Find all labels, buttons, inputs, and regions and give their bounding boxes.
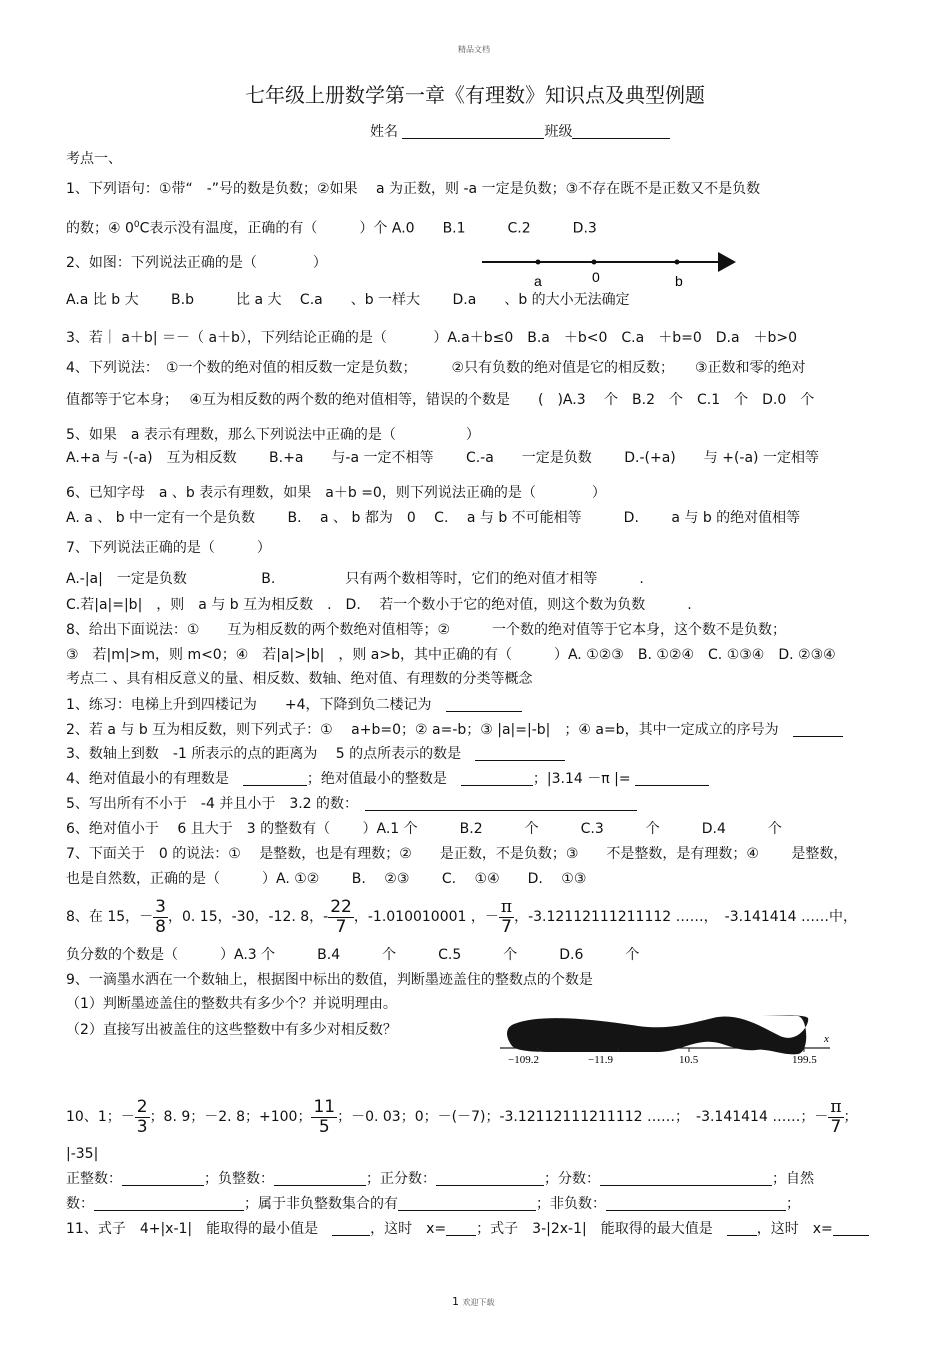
label-fractions: ；分数： (544, 1171, 600, 1187)
p8-text-d: ，-3.12112111211112 ……， -3.141414 ……中， (514, 909, 857, 925)
q2-text: 2、如图：下列说法正确的是（ ） (66, 255, 327, 271)
p10-fraction-2 (311, 1098, 337, 1137)
p9-text: 9、一滴墨水洒在一个数轴上，根据图中标出的数值，判断墨迹盖住的整数点的个数是 (66, 972, 593, 988)
ink-label-1: −109.2 (508, 1054, 539, 1066)
point-a (536, 260, 541, 265)
blank-positive-integers[interactable] (122, 1171, 204, 1186)
p10-f2-den: 5 (318, 1116, 330, 1137)
footer-note: 欢迎下载 (462, 1298, 495, 1307)
p11-line (66, 1220, 869, 1238)
p1-blank[interactable] (446, 697, 522, 712)
p10-abs: |-35| (66, 1146, 99, 1162)
p8-fraction-1 (153, 898, 168, 937)
p9-sub1: （1）判断墨迹盖住的整数共有多少个？并说明理由。 (66, 996, 397, 1012)
p10-f3-num: π (830, 1096, 842, 1117)
blank-nonnegative-integers[interactable] (398, 1196, 536, 1211)
q1-text-c: C表示没有温度，正确的有（ ）个 A.0 B.1 C.2 D.3 (139, 220, 597, 237)
class-blank[interactable] (572, 124, 670, 139)
p4-line (66, 770, 709, 788)
p11-text-c: ；式子 3-|2x-1| 能取得的最大值是 (476, 1221, 713, 1237)
p10-f3-den: 7 (830, 1116, 842, 1137)
label-numbers: 数： (66, 1196, 94, 1212)
p8-f3-den: 7 (501, 916, 512, 937)
name-blank[interactable] (402, 124, 544, 139)
p3-blank[interactable] (475, 746, 565, 761)
p8-fraction-3 (499, 898, 514, 937)
p10-answer-line-2: 数： ；属于非负整数集合的有 ；非负数： ； (66, 1196, 800, 1212)
label-nonnegative-numbers: ；非负数： (536, 1196, 606, 1212)
p6-text: 6、绝对值小于 6 且大于 3 的整数有（ ）A.1 个 B.2 个 C.3 个 D.4 个 (66, 821, 782, 837)
number-line-arrow (718, 252, 736, 272)
p11-blank-2[interactable] (446, 1221, 476, 1236)
name-label: 姓名 (370, 124, 398, 140)
p8-text-b: ，0. 15，-30，-12. 8，- (168, 909, 329, 925)
ink-label-2: −11.9 (588, 1054, 614, 1066)
q8-line-a: 8、给出下面说法：① 互为相反数的两个数绝对值相等；② 一个数的绝对值等于它本身，这个数不是负数； (66, 622, 787, 638)
p11-blank-1[interactable] (332, 1221, 370, 1236)
p2-text: 2、若 a 与 b 互为相反数，则下列式子：① a+b=0；② a=-b；③ |a|=|-b| ；④ a=b，其中一定成立的序号为 (66, 722, 779, 738)
label-positive-fractions: ；正分数： (366, 1171, 436, 1187)
label-a: a (534, 273, 542, 289)
p8-f3-num: π (500, 896, 513, 917)
p2-line (66, 721, 843, 739)
p10-fraction-3 (828, 1098, 843, 1137)
p9-sub2: （2）直接写出被盖住的这些整数中有多少对相反数？ (66, 1022, 397, 1038)
p8-f1-num: 3 (155, 896, 166, 917)
point-zero (592, 260, 597, 265)
q1-degree-sup: 0 (133, 220, 140, 230)
q8-line-b: ③ 若|m|>m，则 m<0；④ 若|a|>|b| ，则 a>b，其中正确的有（ ）A. ①②③ B. ①②④ C. ①③④ D. ②③④ (66, 647, 836, 663)
p8-f1-den: 8 (155, 916, 166, 937)
q1-line-b (66, 216, 597, 238)
p8-fraction-2 (328, 898, 354, 937)
p1-text: 1、练习：电梯上升到四楼记为 +4，下降到负二楼记为 (66, 697, 432, 713)
footer (452, 1295, 495, 1308)
ink-label-3: 10.5 (679, 1054, 699, 1066)
label-negative-integers: ；负整数： (204, 1171, 274, 1187)
p10-line: 10、1；－ $\frac{2}{3}$ ；8. 9；－2. 8；+100； $\frac{11}{5}$ ；－0. 03；0；－(－7)；-3.12112111211112 ……； -3.141414 ……；－ $\frac{\pi}{7}$ ； (66, 1096, 858, 1137)
p4-blank-2[interactable] (461, 771, 533, 786)
p11-blank-3[interactable] (727, 1221, 757, 1236)
p8-f2-num: 22 (330, 896, 352, 917)
p4-blank-1[interactable] (243, 771, 307, 786)
blank-natural-numbers[interactable] (94, 1196, 244, 1211)
q1-text-b: 的数；④ 0 (66, 220, 134, 237)
p4-blank-3[interactable] (635, 771, 709, 786)
p8-text-c: ，-1.010010001 ， (353, 909, 485, 925)
p4-text-b: ；绝对值最小的整数是 (306, 771, 447, 787)
p10-text-c: ；－0. 03；0；－(－7)；-3.12112111211112 ……； -3.141414 ……； (337, 1109, 815, 1125)
q5-text: 5、如果 a 表示有理数，那么下列说法中正确的是（ ） (66, 427, 480, 443)
p5-line (66, 795, 637, 813)
p4-text-c: ；|3.14 －π |= (532, 771, 636, 787)
q2-options: A.a 比 b 大 B.b 比 a 大 C.a 、b 一样大 D.a 、b 的大小无法确定 (66, 292, 630, 308)
section1-label: 考点一、 (66, 151, 122, 167)
p8-f2-den: 7 (335, 916, 347, 937)
p8-text-a: 8、在 15， (66, 909, 140, 925)
q6-options: A. a 、 b 中一定有一个是负数 B. a 、 b 都为 0 C. a 与 b 不可能相等 D. a 与 b 的绝对值相等 (66, 510, 801, 526)
p3-line (66, 745, 565, 763)
ink-label-4: 199.5 (792, 1054, 817, 1066)
blank-nonnegative-numbers[interactable] (606, 1196, 786, 1211)
p2-blank[interactable] (793, 722, 843, 737)
point-b (675, 260, 680, 265)
q7-text: 7、下列说法正确的是（ ） (66, 540, 271, 556)
p5-blank[interactable] (365, 796, 637, 811)
p8-line: 8、在 15，－ $\frac{3}{8}$ ，0. 15，-30，-12. 8，- $\frac{22}{7}$ ，-1.010010001 ，－ $\frac{\pi}{7}$ ，-3.12112111211112 ……， -3.141414 ……中， (66, 896, 857, 937)
p1-line (66, 696, 522, 714)
p10-text-b: ；8. 9；－2. 8；+100； (149, 1109, 312, 1125)
p10-text-a: 10、1； (66, 1109, 121, 1125)
blank-positive-fractions[interactable] (436, 1171, 544, 1186)
ink-blot-figure (498, 1012, 843, 1068)
q4-line-b: 值都等于它本身； ④互为相反数的两个数的绝对值相等，错误的个数是 ( )A.3 个 B.2 个 C.1 个 D.0 个 (66, 392, 815, 408)
p11-text-b: ，这时 x= (370, 1221, 447, 1237)
page-number: 1 (452, 1295, 459, 1308)
p10-answer-line-1 (66, 1170, 814, 1188)
ink-axis-x: x (824, 1033, 829, 1045)
p3-text: 3、数轴上到数 -1 所表示的点的距离为 5 的点所表示的数是 (66, 746, 462, 762)
p11-blank-4[interactable] (833, 1221, 869, 1236)
section2-label: 考点二 、具有相反意义的量、相反数、数轴、绝对值、有理数的分类等概念 (66, 671, 533, 687)
label-natural: ；自然 (772, 1171, 814, 1187)
ink-blot (507, 1016, 808, 1055)
q6-text: 6、已知字母 a 、b 表示有理数，如果 a＋b =0，则下列说法正确的是（ ） (66, 485, 606, 501)
p8-options: 负分数的个数是（ ）A.3 个 B.4 个 C.5 个 D.6 个 (66, 947, 640, 963)
label-nonnegative-integers: ；属于非负整数集合的有 (244, 1196, 398, 1212)
p11-text-a: 11、式子 4+|x-1| 能取得的最小值是 (66, 1221, 319, 1237)
q5-options: A.+a 与 -(-a) 互为相反数 B.+a 与-a 一定不相等 C.-a 一定是负数 D.-(+a) 与 +(-a) 一定相等 (66, 450, 819, 466)
q7-options-a: A.-|a| 一定是负数 B. 只有两个数相等时，它们的绝对值才相等 . (66, 571, 644, 587)
blank-negative-integers[interactable] (274, 1171, 366, 1186)
p7-line-b: 也是自然数，正确的是（ ）A. ①② B. ②③ C. ①④ D. ①③ (66, 871, 587, 887)
number-line-figure (482, 248, 742, 288)
page-title: 七年级上册数学第一章《有理数》知识点及典型例题 (245, 83, 705, 107)
blank-fractions[interactable] (600, 1171, 772, 1186)
p7-line-a: 7、下面关于 0 的说法：① 是整数，也是有理数；② 是正数，不是负数；③ 不是整数，是有理数；④ 是整数， (66, 846, 848, 862)
label-b: b (675, 273, 683, 289)
name-class-line (370, 123, 670, 141)
label-positive-integers: 正整数： (66, 1171, 122, 1187)
q7-options-b: C.若|a|=|b| ，则 a 与 b 互为相反数 . D. 若一个数小于它的绝对值，则这个数为负数 . (66, 597, 692, 613)
p10-f1-num: 2 (136, 1096, 148, 1117)
p11-text-d: ，这时 x= (756, 1221, 833, 1237)
label-zero: 0 (592, 269, 600, 285)
top-note: 精品文档 (458, 45, 490, 54)
p10-f1-den: 3 (136, 1116, 148, 1137)
p10-fraction-1 (135, 1098, 150, 1137)
q3-text: 3、若｜ a＋b| ＝－（ a＋b），下列结论正确的是（ ）A.a＋b≤0 B.a ＋b<0 C.a ＋b=0 D.a ＋b>0 (66, 330, 798, 346)
q4-line-a: 4、下列说法： ①一个数的绝对值的相反数一定是负数； ②只有负数的绝对值是它的相反数； ③正数和零的绝对 (66, 360, 806, 376)
q1-line-a: 1、下列语句：①带“ -”号的数是负数；②如果 a 为正数，则 -a 一定是负数；③不存在既不是正数又不是负数 (66, 181, 761, 197)
class-label: 班级 (544, 124, 573, 140)
p5-text: 5、写出所有不小于 -4 并且小于 3.2 的数： (66, 796, 352, 812)
p10-f2-num: 11 (313, 1096, 336, 1117)
p4-text-a: 4、绝对值最小的有理数是 (66, 771, 229, 787)
